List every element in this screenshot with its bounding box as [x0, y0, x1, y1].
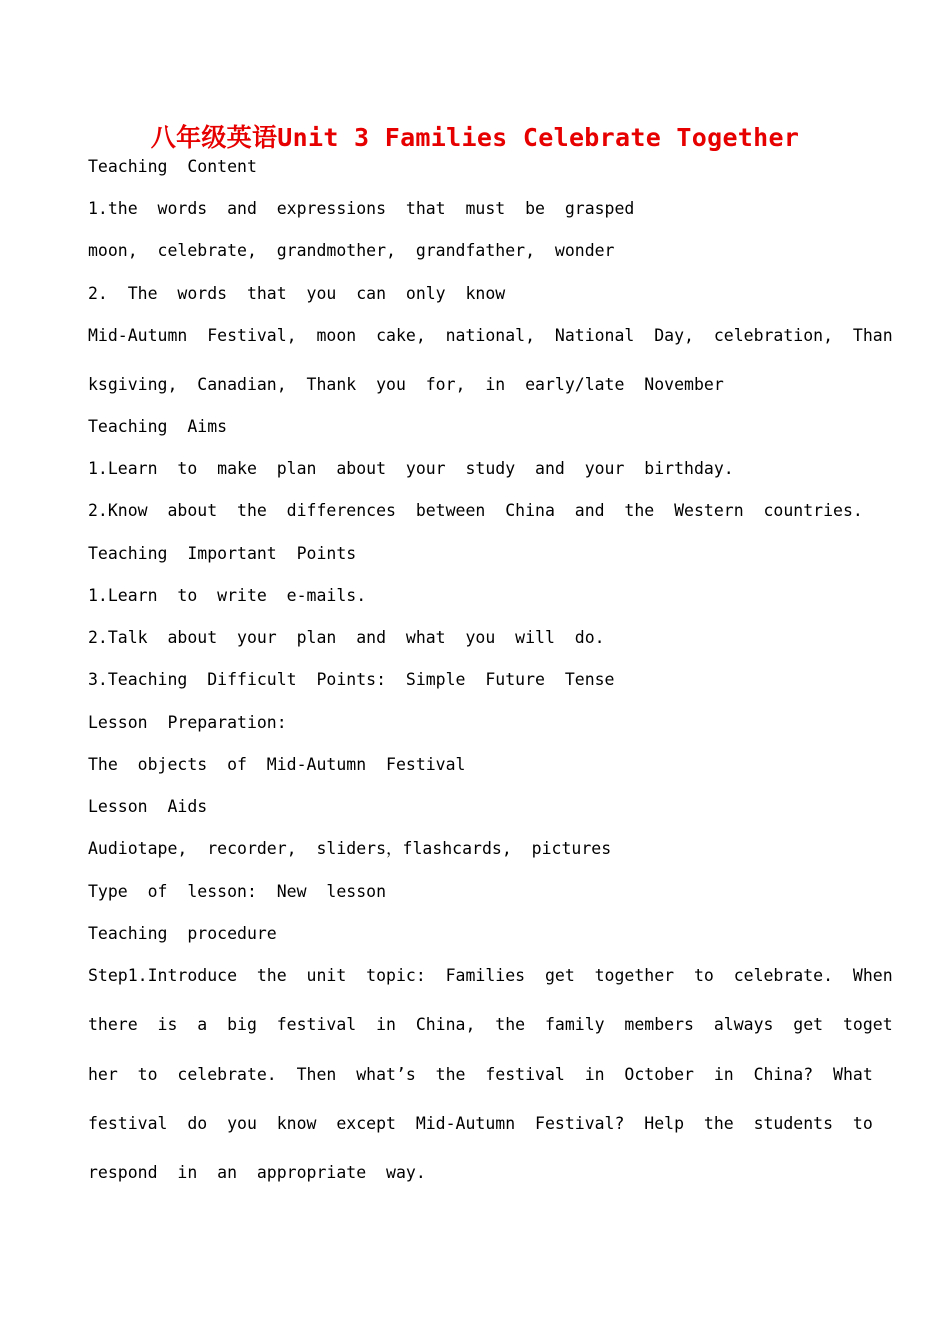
content-line: moon, celebrate, grandmother, grandfather, wonder [88, 241, 615, 260]
heading-teaching-content: Teaching Content [88, 157, 257, 176]
heading-teaching-procedure: Teaching procedure [88, 924, 277, 943]
document-title: 八年级英语Unit 3 Families Celebrate Together [150, 123, 800, 152]
content-line: 2. The words that you can only know [88, 284, 506, 303]
content-line: 2.Talk about your plan and what you will do. [88, 628, 605, 647]
content-line: 3.Teaching Difficult Points: Simple Future Tense [88, 670, 615, 689]
content-line: 1.Learn to make plan about your study and your birthday. [88, 459, 734, 478]
content-line: respond in an appropriate way. [88, 1163, 426, 1182]
content-line: Audiotape, recorder, sliders，flashcards, pictures [88, 839, 612, 858]
heading-teaching-aims: Teaching Aims [88, 417, 228, 436]
content-line: Step1.Introduce the unit topic: Families get together to celebrate. When [88, 966, 893, 985]
content-line: 1.Learn to write e-mails. [88, 586, 367, 605]
content-line: 1.the words and expressions that must be grasped [88, 199, 635, 218]
content-line: her to celebrate. Then what’s the festival in October in China? What [88, 1065, 873, 1084]
content-line: festival do you know except Mid-Autumn Festival? Help the students to [88, 1114, 873, 1133]
heading-lesson-aids: Lesson Aids [88, 797, 208, 816]
content-line: 2.Know about the differences between China and the Western countries. [88, 501, 863, 520]
content-line: ksgiving, Canadian, Thank you for, in early/late November [88, 375, 724, 394]
heading-lesson-preparation: Lesson Preparation: [88, 713, 287, 732]
content-line: The objects of Mid-Autumn Festival [88, 755, 466, 774]
content-line: Mid-Autumn Festival, moon cake, national, National Day, celebration, Than [88, 326, 893, 345]
heading-important-points: Teaching Important Points [88, 544, 357, 563]
content-line: there is a big festival in China, the family members always get toget [88, 1015, 893, 1034]
content-line: Type of lesson: New lesson [88, 882, 387, 901]
